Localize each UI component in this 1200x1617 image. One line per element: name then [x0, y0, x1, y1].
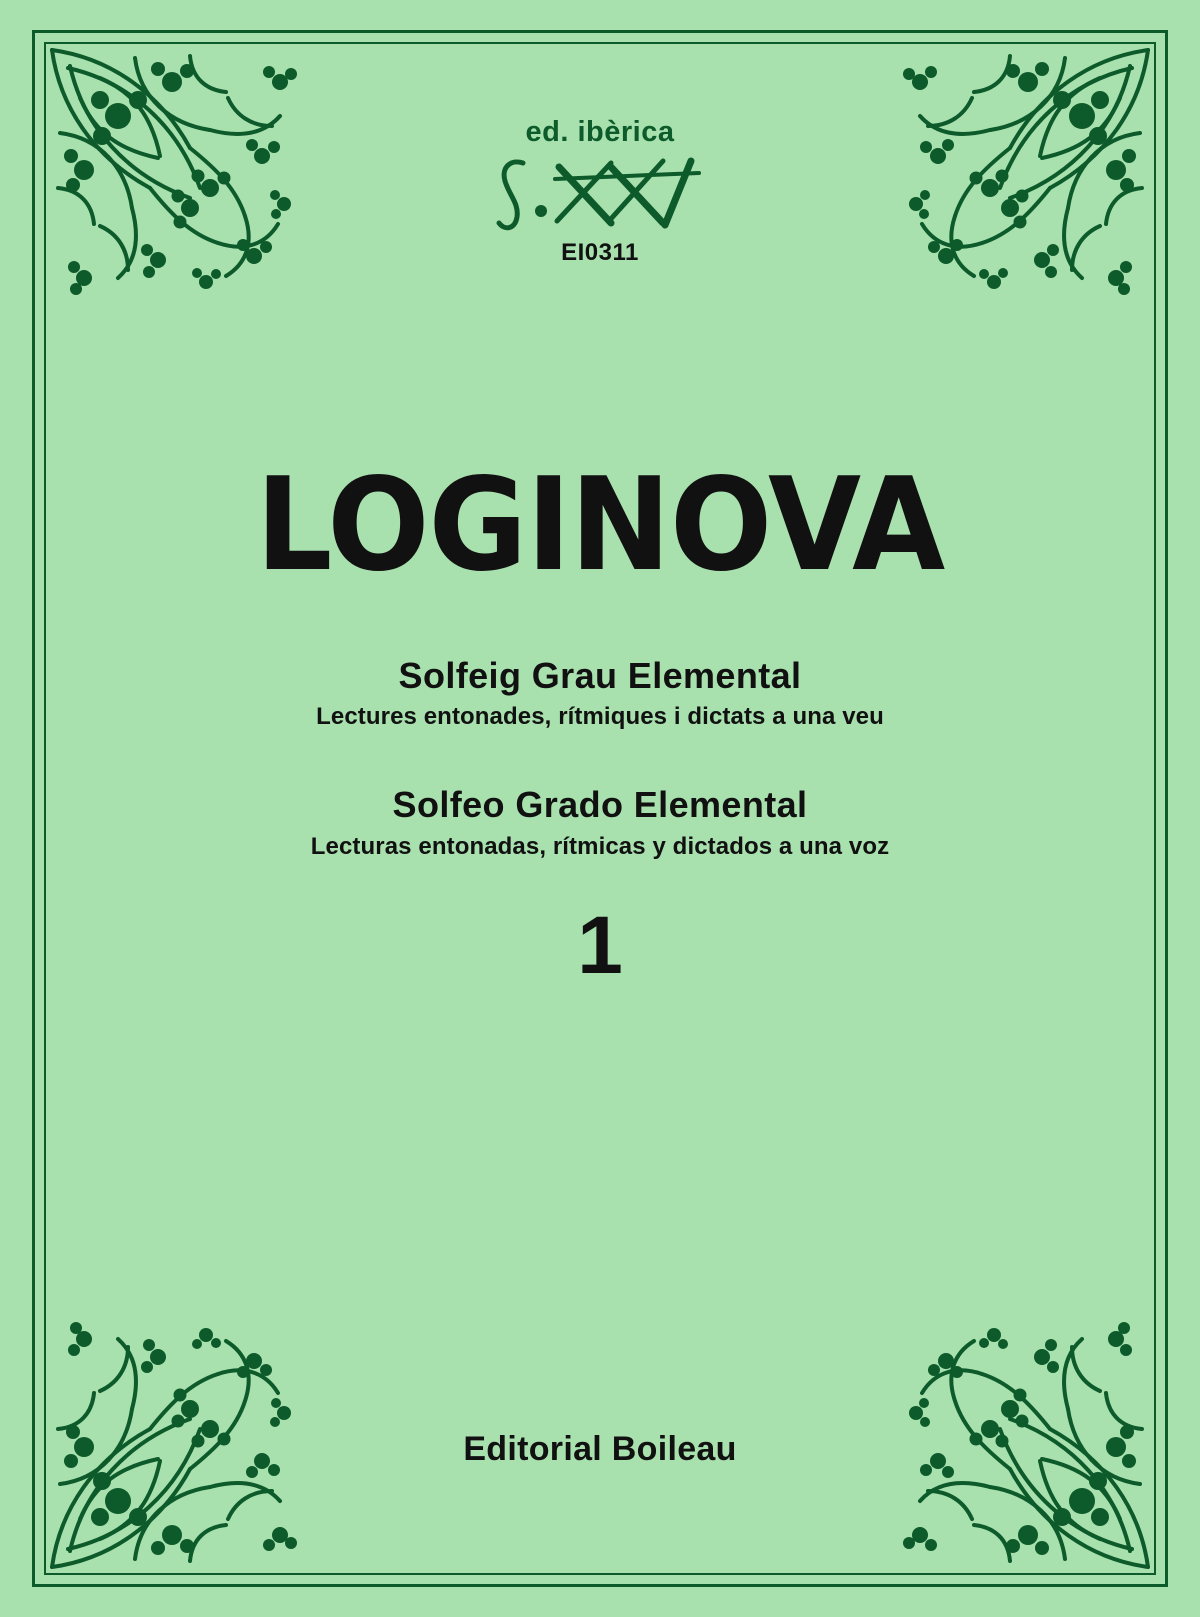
publisher-name: Editorial Boileau	[463, 1430, 737, 1468]
subtitle-spanish	[0, 784, 1200, 861]
subtitle-spanish-description: Lecturas entonadas, rítmicas y dictados a una voz	[310, 832, 890, 860]
subtitle-catalan-description: Lectures entonades, rítmiques i dictats a una veu	[316, 703, 884, 731]
publisher-logo-name: ed. ibèrica	[525, 116, 675, 148]
subtitle-spanish-heading: Solfeo Grado Elemental	[392, 784, 808, 826]
catalog-code: EI0311	[561, 239, 639, 266]
publisher-logo	[0, 118, 1200, 267]
publisher-logo-mark-icon	[0, 149, 1200, 235]
subtitle-catalan-heading: Solfeig Grau Elemental	[398, 655, 802, 696]
title-block	[0, 451, 1200, 600]
subtitle-block	[0, 655, 1200, 861]
subtitle-catalan	[0, 655, 1200, 732]
volume-number: 1	[577, 900, 623, 991]
book-title: LOGINOVA	[255, 451, 945, 600]
